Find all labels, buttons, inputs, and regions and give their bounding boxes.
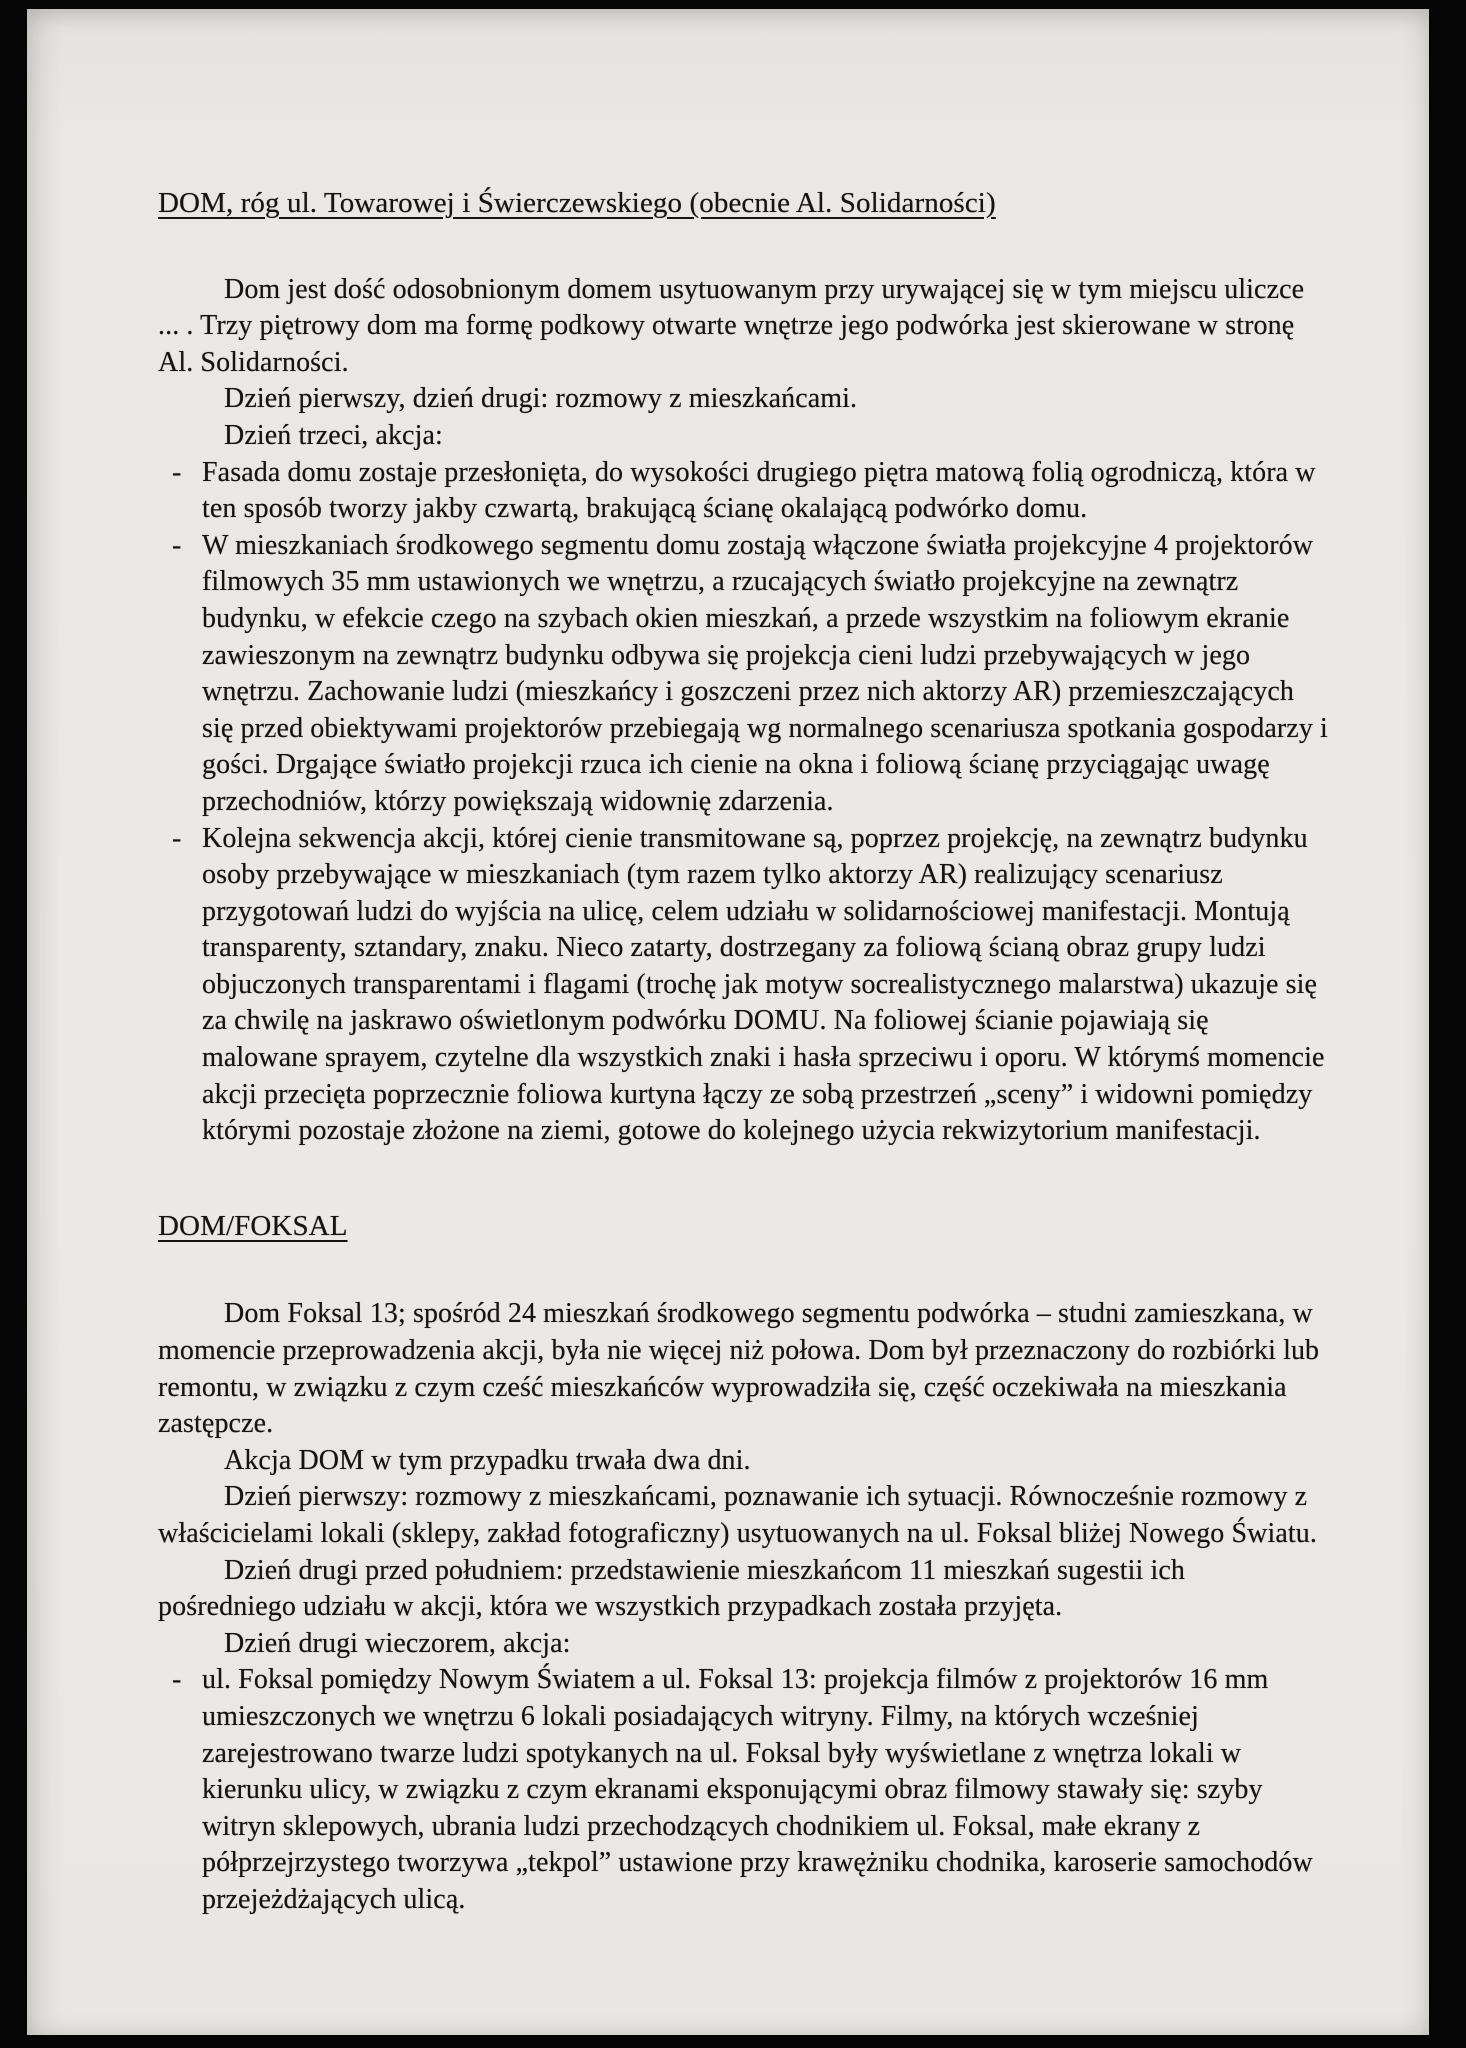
list-item <box>158 1662 1330 1918</box>
list-item <box>158 455 1330 528</box>
bullet-list <box>158 455 1330 1150</box>
paragraph: Dzień pierwszy, dzień drugi: rozmowy z mieszkańcami. <box>224 383 858 415</box>
section-title-dom-towarowa <box>158 185 1330 222</box>
paragraph: Dzień drugi wieczorem, akcja: <box>224 1627 571 1659</box>
bullet-dash-marker: - <box>172 456 182 488</box>
bullet-dash-marker: - <box>172 529 182 561</box>
paragraph: Dzień pierwszy: rozmowy z mieszkańcami, poznawanie ich sytuacji. Równocześnie rozmowy z właścicielami lokali (sklepy, zakład fotograficzny) usytuowanych na ul. Foksal bliżej Nowego Światu. <box>158 1481 1317 1549</box>
list-item-text: Kolejna sekwencja akcji, której cienie transmitowane są, poprzez projekcję, na zewnątrz budynku osoby przebywające w mieszkaniach (tym razem tylko aktorzy AR) realizujący scenariusz przygotowań ludzi do wyjścia na ulicę, celem udziału w solidarnościowej manifestacji. Montują transparenty, sztandary, znaku. Nieco zatarty, dostrzegany za foliową ścianą obraz grupy ludzi objuczonych transparentami i flagami (trochę jak motyw socrealistycznego malarstwa) ukazuje się za chwilę na jaskrawo oświetlonym podwórku DOMU. Na foliowej ścianie pojawiają się malowane sprayem, czytelne dla wszystkich znaki i hasła sprzeciwu i oporu. W którymś momencie akcji przecięta poprzecznie foliowa kurtyna łączy ze sobą przestrzeń „sceny” i widowni pomiędzy którymi pozostaje złożone na ziemi, gotowe do kolejnego użycia rekwizytorium manifestacji. <box>202 822 1325 1147</box>
list-item-text: Fasada domu zostaje przesłonięta, do wysokości drugiego piętra matową folią ogrodniczą, która w ten sposób tworzy jakby czwartą, brakującą ścianę okalającą podwórko domu. <box>202 456 1316 525</box>
section-title-text: DOM/FOKSAL <box>158 1209 348 1242</box>
bullet-dash-marker: - <box>172 1664 182 1696</box>
list-item-text: ul. Foksal pomiędzy Nowym Światem a ul. Foksal 13: projekcja filmów z projektorów 16 mm umieszczonych we wnętrzu 6 lokali posiadających witryny. Filmy, na których wcześniej zarejestrowano twarze ludzi spotykanych na ul. Foksal były wyświetlane z wnętrza lokali w kierunku ulicy, w związku z czym ekranami eksponującymi obraz filmowy stawały się: szyby witryn sklepowych, ubrania ludzi przechodzących chodnikiem ul. Foksal, małe ekrany z półprzejrzystego tworzywa „tekpol” ustawione przy krawężniku chodnika, karoserie samochodów przejeżdżających ulicą. <box>202 1664 1313 1915</box>
paragraph: Dom Foksal 13; spośród 24 mieszkań środkowego segmentu podwórka – studni zamieszkana, w momencie przeprowadzenia akcji, była nie więcej niż połowa. Dom był przeznaczony do rozbiórki lub remontu, w związku z czym cześć mieszkańców wyprowadziła się, część oczekiwała na mieszkania zastępcze. <box>158 1298 1320 1440</box>
bullet-list <box>158 1662 1330 1918</box>
paragraph: Akcja DOM w tym przypadku trwała dwa dni. <box>224 1444 751 1476</box>
section-title-dom-foksal <box>158 1208 1330 1245</box>
spacer <box>158 1150 1330 1208</box>
bullet-dash-marker: - <box>172 822 182 854</box>
list-item <box>158 528 1330 821</box>
section-title-text: DOM, róg ul. Towarowej i Świerczewskiego (obecnie Al. Solidarności) <box>158 187 996 219</box>
spacer <box>158 222 1330 272</box>
paragraph: Dzień trzeci, akcja: <box>224 419 443 451</box>
list-item-text: W mieszkaniach środkowego segmentu domu zostają włączone światła projekcyjne 4 projektorów filmowych 35 mm ustawionych we wnętrzu, a rzucających światło projekcyjne na zewnątrz budynku, w efekcie czego na szybach okien mieszkań, a przede wszystkim na foliowym ekranie zawieszonym na zewnątrz budynku odbywa się projekcja cieni ludzi przebywających w jego wnętrzu. Zachowanie ludzi (mieszkańcy i goszczeni przez nich aktorzy AR) przemieszczających się przed obiektywami projektorów przebiegają wg normalnego scenariusza spotkania gospodarzy i gości. Drgające światło projekcji rzuca ich cienie na okna i foliową ścianę przyciągając uwagę przechodniów, którzy powiększają widownię zdarzenia. <box>202 529 1328 817</box>
list-item <box>158 821 1330 1150</box>
paragraph: Dzień drugi przed południem: przedstawienie mieszkańcom 11 mieszkań sugestii ich pośredniego udziału w akcji, która we wszystkich przypadkach została przyjęta. <box>158 1554 1186 1623</box>
page-content <box>158 9 1330 2035</box>
paper-sheet <box>27 9 1429 2035</box>
spacer <box>158 1244 1330 1296</box>
paragraph: Dom jest dość odosobnionym domem usytuowanym przy urywającej się w tym miejscu uliczce ... . Trzy piętrowy dom ma formę podkowy otwarte wnętrze jego podwórka jest skierowane w stronę Al. Solidarności. <box>158 273 1305 378</box>
